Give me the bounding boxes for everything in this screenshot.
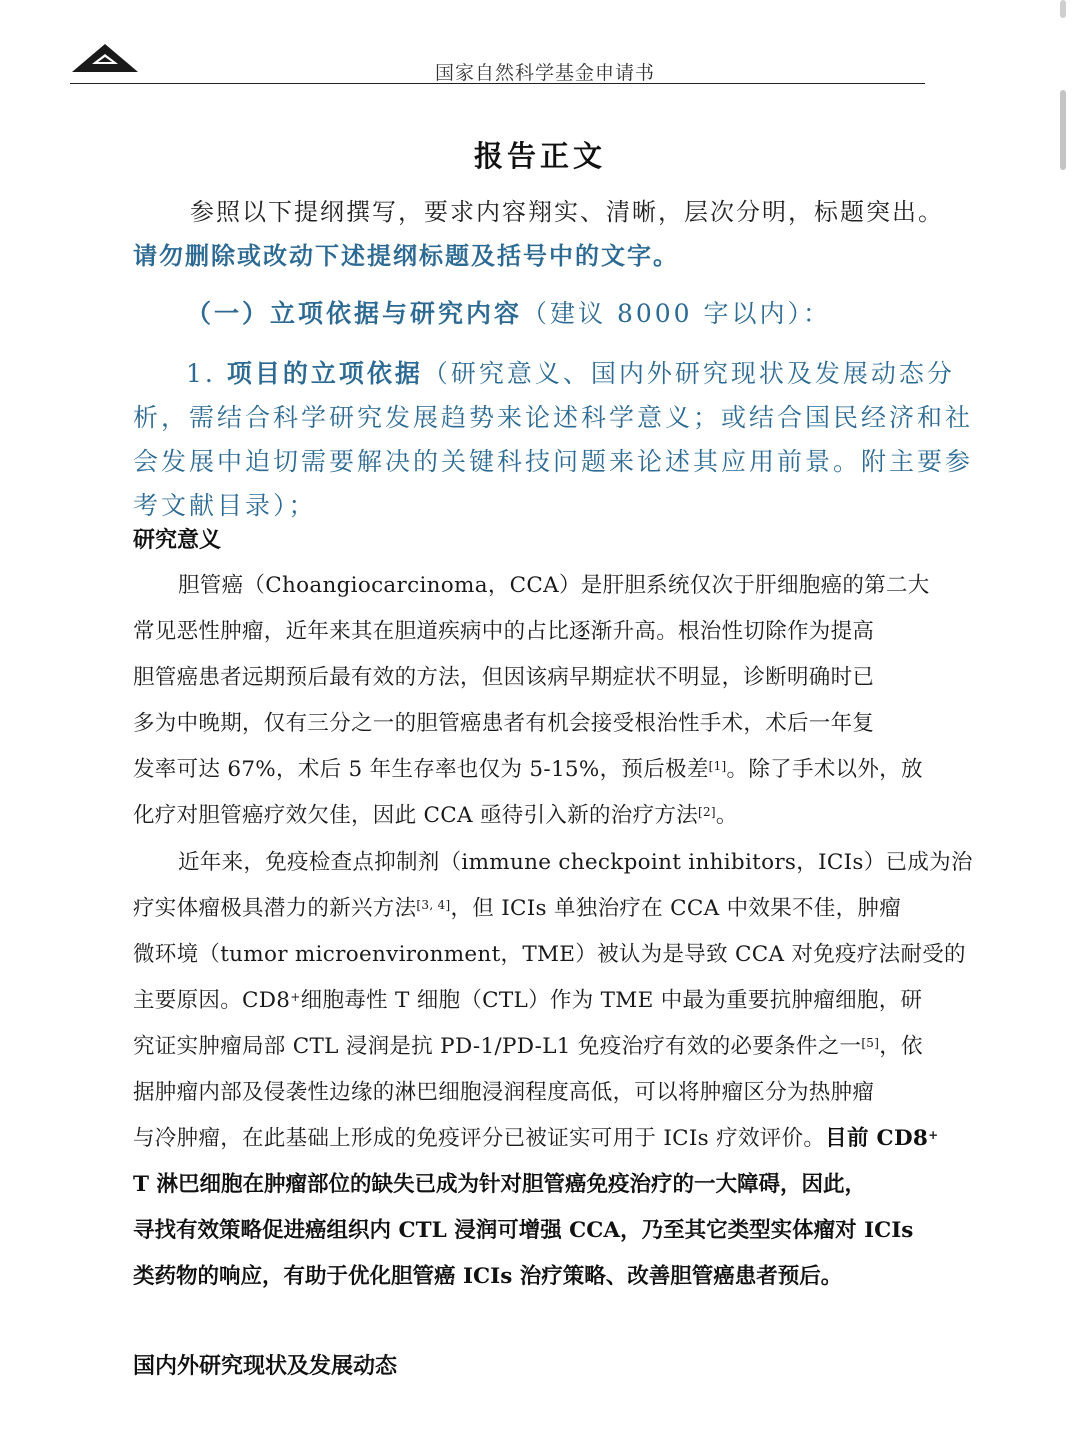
item1-line-1 [186,358,1006,390]
para2-text: 主要原因。CD8 [133,988,291,1013]
item1-note: （研究意义、国内外研究现状及发展动态分 [422,359,955,388]
para2-text: 究证实肿瘤局部 CTL 浸润是抗 PD-1/PD-L1 免疫治疗有效的必要条件之一 [133,1034,862,1059]
para2-emphasis: 目前 CD8 [825,1126,929,1151]
para1-line [133,800,953,832]
item1-line-4: 考文献目录）； [133,491,317,520]
outline-heading-note: （建议 8000 字以内）： [522,299,832,328]
superscript: + [290,990,301,1004]
scrollbar[interactable] [1058,0,1068,1440]
item1-line-2: 析，需结合科学研究发展趋势来论述科学意义；或结合国民经济和社 [133,403,974,432]
para2-text: ，依 [879,1034,923,1059]
outline-heading [186,298,1006,330]
citation-ref[interactable]: [1] [708,759,727,773]
para1-text: 发率可达 67%，术后 5 年生存率也仅为 5-15%，预后极差 [133,757,709,782]
para1-text: 。 [715,803,738,828]
section-heading-significance: 研究意义 [133,527,222,553]
instruction-text: 参照以下提纲撰写，要求内容翔实、清晰，层次分明，标题突出。 [190,198,944,226]
superscript: + [928,1128,939,1142]
para1-line: 多为中晚期，仅有三分之一的胆管癌患者有机会接受根治性手术，术后一年复 [133,711,875,736]
item1-title: 项目的立项依据 [226,359,423,388]
para2-emphasis-line: 类药物的响应，有助于优化胆管癌 ICIs 治疗策略、改善胆管癌患者预后。 [133,1264,843,1289]
item1-number: 1. [186,359,227,388]
para2-line [133,1031,953,1063]
para2-text: ，但 ICIs 单独治疗在 CCA 中效果不佳，肿瘤 [450,896,902,921]
header-divider [70,83,925,84]
para2-line [133,985,953,1017]
para2-line [133,893,953,925]
para2-text: 细胞毒性 T 细胞（CTL）作为 TME 中最为重要抗肿瘤细胞，研 [300,988,923,1013]
para1-line: 胆管癌（Choangiocarcinoma，CCA）是肝胆系统仅次于肝细胞癌的第二大 [178,573,930,598]
para2-line: 近年来，免疫检查点抑制剂（immune checkpoint inhibitors，ICIs）已成为治 [178,850,973,875]
page-title: 报告正文 [473,139,606,173]
citation-ref[interactable]: [3, 4] [416,898,451,912]
para1-line: 胆管癌患者远期预后最有效的方法，但因该病早期症状不明显，诊断明确时已 [133,665,875,690]
warning-text: 请勿删除或改动下述提纲标题及括号中的文字。 [133,241,679,270]
para2-text: 疗实体瘤极具潜力的新兴方法 [133,896,417,921]
para2-line [133,1123,953,1155]
para1-line: 常见恶性肿瘤，近年来其在胆道疾病中的占比逐渐升高。根治性切除作为提高 [133,619,875,644]
para1-text: 。除了手术以外，放 [726,757,923,782]
citation-ref[interactable]: [2] [698,805,716,819]
para1-text: 化疗对胆管癌疗效欠佳，因此 CCA 亟待引入新的治疗方法 [133,803,698,828]
citation-ref[interactable]: [5] [861,1036,880,1050]
header-title: 国家自然科学基金申请书 [434,62,655,84]
outline-heading-main: （一）立项依据与研究内容 [186,299,523,328]
para2-text: 与冷肿瘤，在此基础上形成的免疫评分已被证实可用于 ICIs 疗效评价。 [133,1126,826,1151]
para1-line [133,754,953,786]
item1-line-3: 会发展中迫切需要解决的关键科技问题来论述其应用前景。附主要参 [133,447,974,476]
section-heading-research-status: 国内外研究现状及发展动态 [133,1353,398,1379]
para2-emphasis-line: T 淋巴细胞在肿瘤部位的缺失已成为针对胆管癌免疫治疗的一大障碍，因此， [133,1172,866,1197]
para2-line: 微环境（tumor microenvironment，TME）被认为是导致 CCA 对免疫疗法耐受的 [133,942,966,967]
scrollbar-top-nub[interactable] [1060,0,1066,18]
nsfc-logo [70,38,140,74]
para2-line: 据肿瘤内部及侵袭性边缘的淋巴细胞浸润程度高低，可以将肿瘤区分为热肿瘤 [133,1080,875,1105]
para2-emphasis-line: 寻找有效策略促进癌组织内 CTL 浸润可增强 CCA，乃至其它类型实体瘤对 ICIs [133,1218,914,1243]
